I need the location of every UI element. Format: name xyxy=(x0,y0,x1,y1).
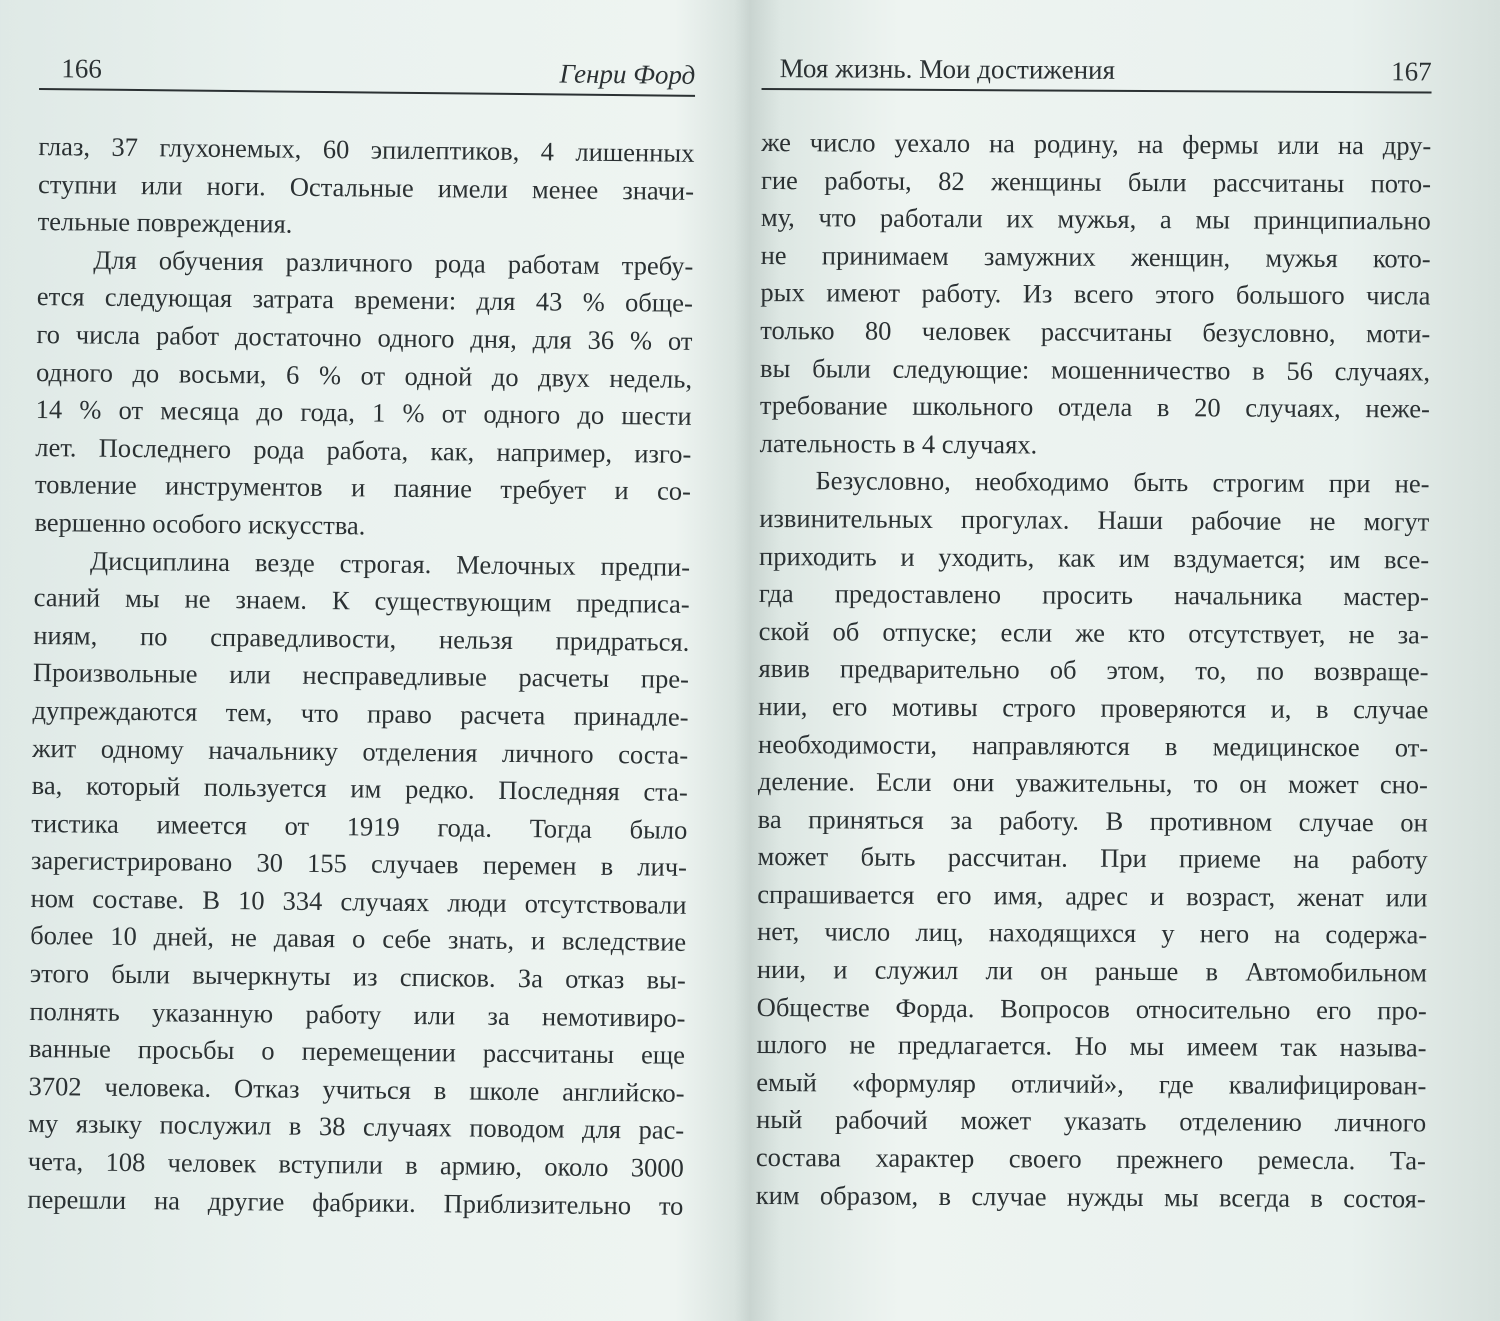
text-line: ва, который пользуется им редко. Последняя ста- xyxy=(31,770,688,807)
text-line: вершенно особого искусства. xyxy=(34,506,366,541)
text-line: нии, и служил ли он раньше в Автомобильном xyxy=(756,954,1427,988)
text-line: Для обучения различного рода работам требу- xyxy=(93,244,694,281)
text-line: чета, 108 человек вступили в армию, около 3000 xyxy=(27,1145,684,1183)
text-line: вы были следующие: мошенничество в 56 случаях, xyxy=(759,352,1431,387)
text-line: необходимости, направляются в медицинское от- xyxy=(758,728,1429,762)
text-line: более 10 дней, не давая о себе знать, и вследствие xyxy=(30,920,687,958)
text-line: спрашивается его имя, адрес и возраст, женат или xyxy=(757,878,1428,913)
text-line: гие работы, 82 женщины были рассчитаны пото- xyxy=(760,164,1432,199)
text-line: емый «формуляр отличий», где квалифицирован- xyxy=(756,1066,1427,1101)
text-line: явив предварительно об этом, то, по возвраще- xyxy=(758,653,1429,687)
text-line: Обществе Форда. Вопросов относительно его про- xyxy=(756,991,1427,1026)
text-line: товление инструментов и паяние требует и со- xyxy=(34,469,692,507)
right-page-header xyxy=(762,48,1432,94)
running-head: Генри Форд xyxy=(559,58,696,90)
text-line: только 80 человек рассчитаны безусловно, моти- xyxy=(760,314,1431,349)
text-line: глаз, 37 глухонемых, 60 эпилептиков, 4 лишенных xyxy=(38,130,695,168)
text-line: ный рабочий может указать отделению личного xyxy=(756,1104,1427,1138)
left-page-body xyxy=(27,128,694,1225)
text-line: извинительных прогулах. Наши рабочие не могут xyxy=(759,502,1430,537)
text-line: Безусловно, необходимо быть строгим при не- xyxy=(815,465,1430,499)
text-line: го числа работ достаточно одного дня, для 36 % от xyxy=(36,318,693,356)
text-line: ким образом, в случае нужды мы всегда в состоя- xyxy=(755,1179,1426,1214)
text-line: ва приняться за работу. В противном случае он xyxy=(757,803,1428,838)
text-line: полнять указанную работу или за немотивиро- xyxy=(29,995,686,1033)
text-line: ниям, по справедливости, нельзя придраться. xyxy=(33,619,690,657)
text-line: Дисциплина везде строгая. Мелочных предпи- xyxy=(89,545,691,582)
page-number: 167 xyxy=(1391,56,1432,87)
text-line: нет, число лиц, находящихся у него на содержа- xyxy=(757,916,1428,950)
text-line: не принимаем замужних женщин, мужья кото- xyxy=(760,239,1431,274)
text-line: состава характер своего прежнего ремесла. Та- xyxy=(755,1142,1427,1176)
text-line: перешли на другие фабрики. Приблизительно то xyxy=(27,1183,684,1221)
right-page-body xyxy=(756,124,1432,1218)
text-line: ступни или ноги. Остальные имели менее значи- xyxy=(37,168,695,206)
text-line: тистика имеется от 1919 года. Тогда было xyxy=(31,807,688,845)
text-line: зарегистрировано 30 155 случаев перемен в лич- xyxy=(30,845,688,883)
text-line: лательность в 4 случаях. xyxy=(759,427,1038,460)
text-line: деление. Если они уважительны, то он может сно- xyxy=(757,766,1428,800)
text-line: ется следующая затрата времени: для 43 % обще- xyxy=(36,281,694,319)
text-line: требование школьного отдела в 20 случаях, неже- xyxy=(759,390,1430,424)
text-line: Произвольные или несправедливые расчеты пре- xyxy=(32,657,690,695)
text-line: нии, его мотивы строго проверяются и, в случае xyxy=(758,690,1429,725)
text-line: гда предоставлено просить начальника мастер- xyxy=(758,578,1429,612)
text-line: рых имеют работу. Из всего этого большого числа xyxy=(760,277,1431,311)
left-page-header xyxy=(39,48,695,97)
text-line: дупреждаются тем, что право расчета принадле- xyxy=(32,694,689,732)
text-line: ской об отпуске; если же кто отсутствует, не за- xyxy=(758,615,1429,650)
left-page xyxy=(26,0,696,1321)
text-line: ном составе. В 10 334 случаях люди отсутствовали xyxy=(30,882,687,920)
text-line: 3702 человека. Отказ учиться в школе английско- xyxy=(28,1070,685,1108)
page-number: 166 xyxy=(61,53,102,84)
text-line: же число уехало на родину, на фермы или на дру- xyxy=(761,126,1432,161)
text-line: может быть рассчитан. При приеме на работу xyxy=(757,841,1428,875)
text-line: жит одному начальнику отделения личного соста- xyxy=(32,732,689,770)
text-line: одного до восьми, 6 % от одной до двух недель, xyxy=(35,356,693,394)
text-line: шлого не предлагается. Но мы имеем так называ- xyxy=(756,1029,1427,1063)
text-line: му языку послужил в 38 случаях поводом для рас- xyxy=(28,1108,685,1146)
text-line: саний мы не знаем. К существующим предписа- xyxy=(33,582,690,619)
text-line: тельные повреждения. xyxy=(37,206,293,239)
text-line: приходить и уходить, как им вздумается; им все- xyxy=(759,540,1430,575)
text-line: 14 % от месяца до года, 1 % от одного до шести xyxy=(35,394,692,432)
running-head: Моя жизнь. Мои достижения xyxy=(779,53,1116,85)
text-line: му, что работали их мужья, а мы принципиально xyxy=(760,202,1431,236)
text-line: этого были вычеркнуты из списков. За отказ вы- xyxy=(29,958,686,995)
right-page xyxy=(755,0,1432,1317)
text-line: ванные просьбы о перемещении рассчитаны еще xyxy=(28,1033,686,1071)
text-line: лет. Последнего рода работа, как, например, изго- xyxy=(35,431,692,469)
